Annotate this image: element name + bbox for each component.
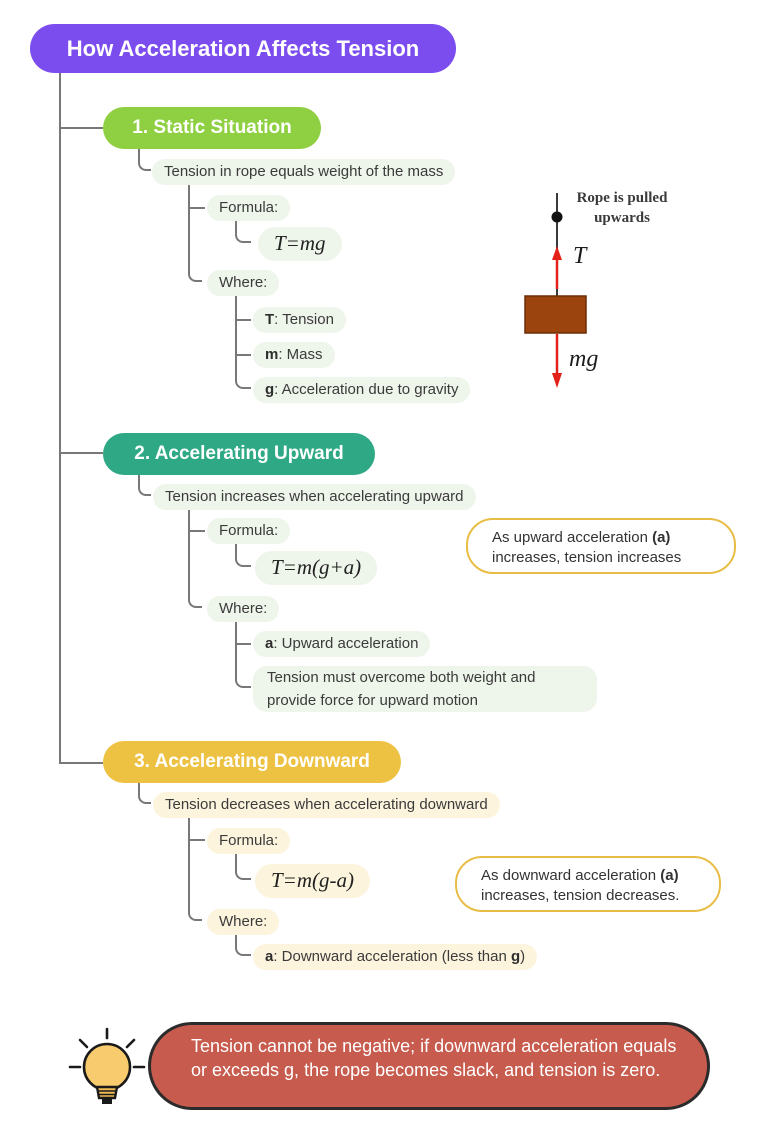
callout-line-2: increases, tension decreases. [481,887,680,904]
term-text: : Downward acceleration (less than [273,948,511,965]
callout-line-1 [481,866,719,886]
term-text: : Upward acceleration [273,635,419,652]
note-box [148,1022,710,1110]
connector-elbow [235,296,251,389]
connector-stub [190,207,205,209]
rope-dot [552,212,563,223]
connector-stub [61,127,103,129]
term-text: Tension must overcome both weight and provide force for upward motion [267,669,536,709]
callout-downward [455,856,721,912]
branch-3-formula-label: Formula: [207,828,290,854]
branch-2-formula: T=m(g+a) [255,551,377,585]
term-gravity [253,377,470,403]
term-symbol: a [265,948,274,965]
connector-elbow [188,510,202,608]
connector-elbow [138,149,151,171]
note-tension-overcome [253,666,597,712]
term-symbol: g [265,381,275,398]
branch-1-formula-label: Formula: [207,195,290,221]
connector-elbow [138,783,151,804]
branch-1-formula: T=mg [258,227,342,261]
branch-3-where-label: Where: [207,909,279,935]
callout-bold: (a) [660,867,679,884]
connector-elbow [235,935,251,956]
connector-elbow [235,854,251,880]
connector-elbow [235,544,251,567]
term-tension [253,307,346,333]
connector-elbow [138,475,151,496]
weight-arrowhead-icon [552,373,562,388]
diagram-caption: Rope is pulled upwards [576,190,668,226]
branch-1-where-label: Where: [207,270,279,296]
connector-stub [237,643,251,645]
term-text: : Acceleration due to gravity [274,381,459,398]
connector-stub [190,530,205,532]
connector-elbow [235,221,251,243]
connector-stub [190,839,205,841]
connector-stub [61,762,103,764]
note-text: Tension cannot be negative; if downward acceleration equals or exceeds g, the rope becomes slack, and tension is zero. [191,1036,677,1080]
term-text: ) [520,948,526,965]
term-text: : Tension [274,311,334,328]
branch-2-formula-label: Formula: [207,518,290,544]
connector-stub [237,319,251,321]
callout-line-1 [492,528,734,548]
term-mass [253,342,335,368]
tension-arrowhead-icon [552,246,562,260]
term-symbol: g [510,948,521,965]
term-text: : Mass [278,346,323,363]
lightbulb-icon [66,1026,148,1112]
branch-3-summary: Tension decreases when accelerating downward [153,792,500,818]
term-symbol: a [265,635,274,652]
term-symbol: m [265,346,279,363]
branch-2-where-label: Where: [207,596,279,622]
connector-stub [237,354,251,356]
callout-text: As upward acceleration [492,529,653,546]
branch-2-summary: Tension increases when accelerating upward [153,484,476,510]
branch-1-summary: Tension in rope equals weight of the mass [152,159,455,185]
mass-block [525,296,586,333]
callout-text: As downward acceleration [481,867,661,884]
weight-label: mg [569,346,599,372]
term-symbol: T [265,311,275,328]
callout-bold: (a) [652,529,671,546]
connector-elbow [235,622,251,688]
branch-1-header: 1. Static Situation [103,107,321,149]
tension-label: T [573,243,587,269]
branch-3-formula: T=m(g-a) [255,864,370,898]
term-downward-acceleration [253,944,537,970]
term-upward-acceleration [253,631,430,657]
callout-upward [466,518,736,574]
connector-trunk [59,73,61,764]
connector-elbow [188,818,202,921]
connector-elbow [188,185,202,282]
callout-line-2: increases, tension increases [492,549,682,566]
page-title: How Acceleration Affects Tension [30,24,456,73]
connector-stub [61,452,103,454]
branch-2-header: 2. Accelerating Upward [103,433,375,475]
branch-3-header: 3. Accelerating Downward [103,741,401,783]
